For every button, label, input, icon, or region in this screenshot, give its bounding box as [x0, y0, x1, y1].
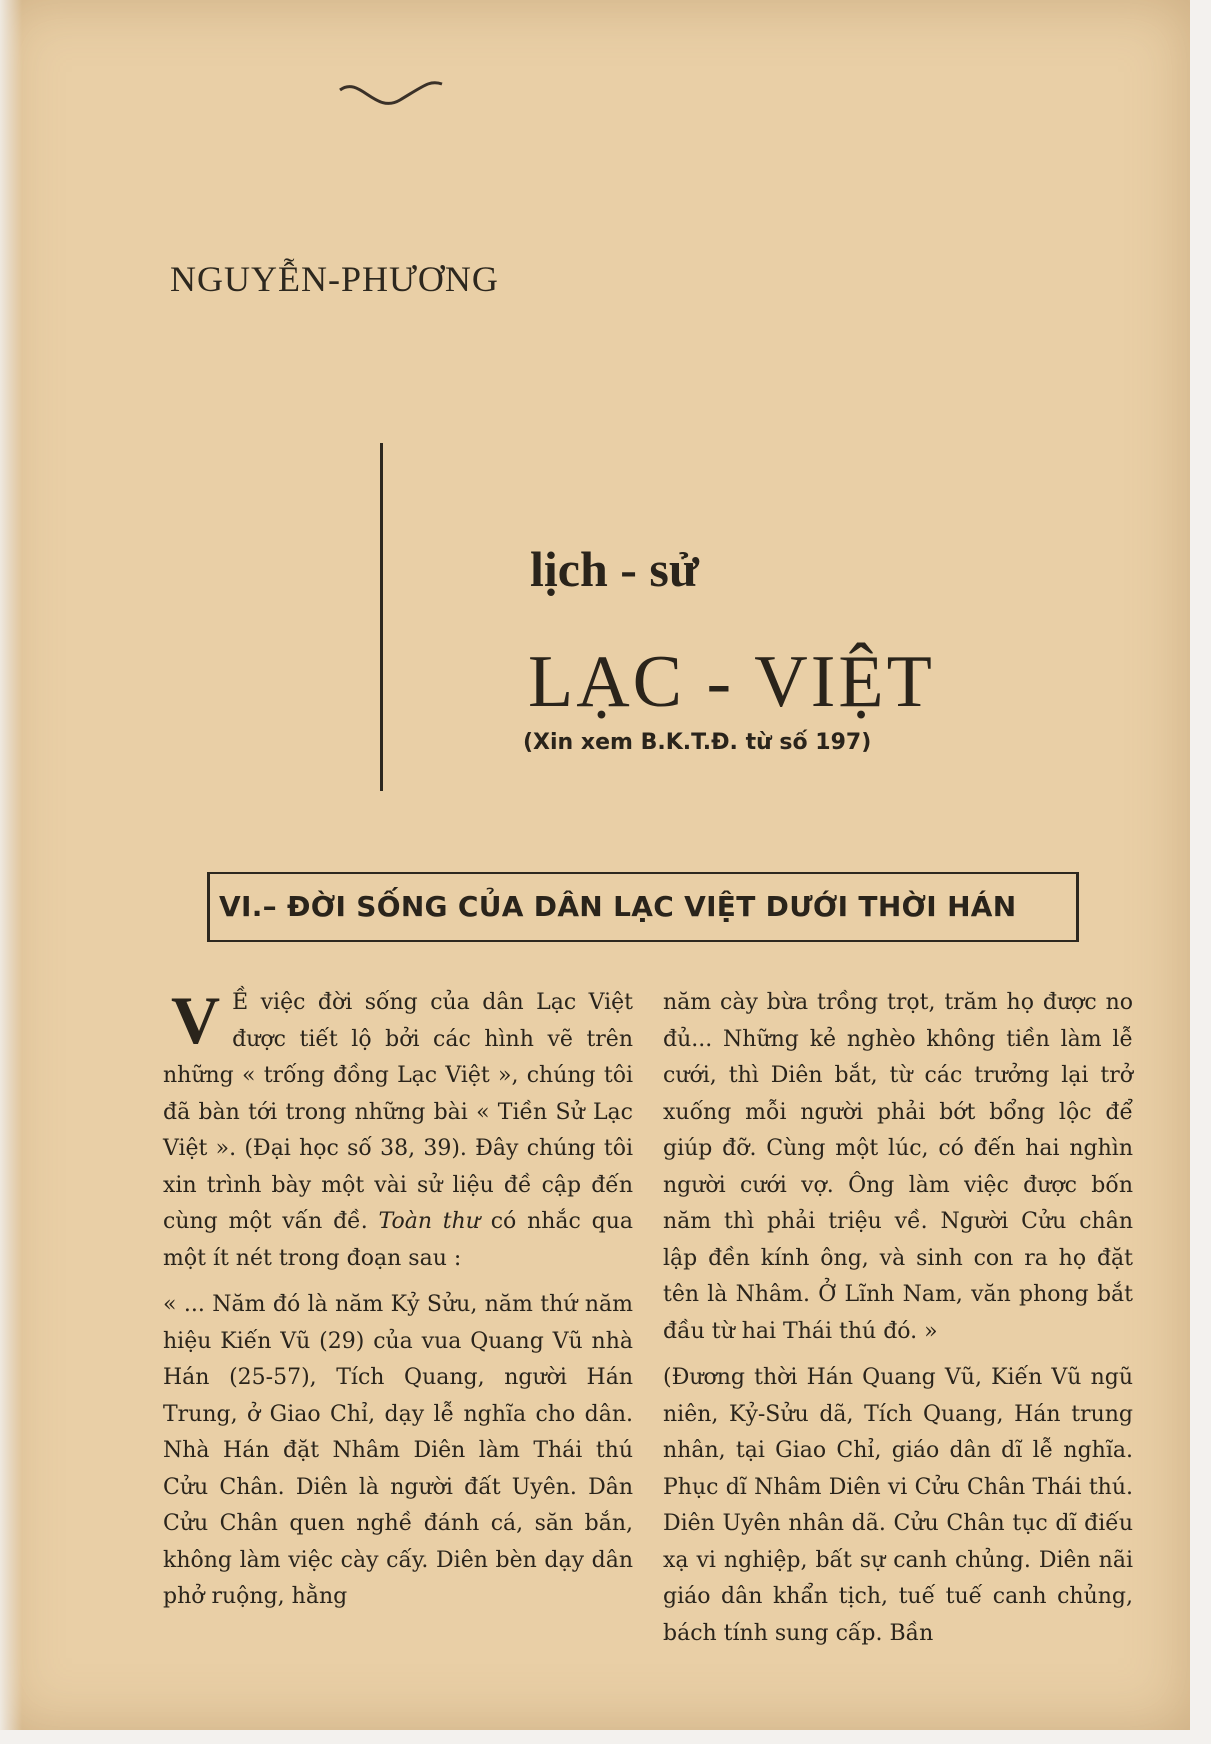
- paragraph-2: « ... Năm đó là năm Kỷ Sửu, năm thứ năm hiệu Kiến Vũ (29) của vua Quang Vũ nhà Hán (25-57), Tích Quang, người Hán Trung, ở Giao Chỉ, dạy lễ nghĩa cho dân. Nhà Hán đặt Nhâm Diên làm Thái thú Cửu Chân. Diên là người đất Uyên. Dân Cửu Chân quen nghề đánh cá, săn bắn, không làm việc cày cấy. Diên bèn dạy dân phở ruộng, hằng: [163, 1292, 633, 1609]
- paragraph-4: (Đương thời Hán Quang Vũ, Kiến Vũ ngũ niên, Kỷ-Sửu dã, Tích Quang, Hán trung nhân, tại Giao Chỉ, giáo dân dĩ lễ nghĩa. Phục dĩ Nhâm Diên vi Cửu Chân Thái thú. Diên Uyên nhân dã. Cửu Chân tục dĩ điếu xạ vi nghiệp, bất sự canh chủng. Diên nãi giáo dân khẩn tịch, tuế tuế canh chủng, bách tính sung cấp. Bần: [663, 1365, 1133, 1646]
- section-heading: VI.– ĐỜI SỐNG CỦA DÂN LẠC VIỆT DƯỚI THỜI HÁN: [219, 890, 1017, 923]
- drop-cap: V: [171, 982, 221, 1058]
- italic-book-title: Toàn thư: [378, 1209, 480, 1234]
- article-title: LẠC - VIỆT: [528, 641, 935, 723]
- reference-note: (Xin xem B.K.T.Đ. từ số 197): [523, 730, 872, 755]
- box-right-border: [1076, 874, 1079, 940]
- box-left-border: [207, 874, 210, 940]
- paragraph-1-text: Ề việc đời sống của dân Lạc Việt được tiết lộ bởi các hình vẽ trên những « trống đồng Lạc Việt », chúng tôi đã bàn tới trong những bài « Tiền Sử Lạc Việt ». (Đại học số 38, 39). Đây chúng tôi xin trình bày một vài sử liệu đề cập đến cùng một vấn đề.: [163, 990, 633, 1234]
- series-title: lịch - sử: [530, 541, 699, 597]
- section-heading-box: [207, 872, 1079, 942]
- tilde-mark-icon: [330, 70, 450, 120]
- author-name: NGUYỄN-PHƯƠNG: [170, 259, 499, 299]
- paragraph-3: năm cày bừa trồng trọt, trăm họ được no đủ... Những kẻ nghèo không tiền làm lễ cưới, thì Diên bắt, từ các trưởng lại trở xuống mỗi người phải bớt bổng lộc để giúp đỡ. Cùng một lúc, có đến hai nghìn người cưới vợ. Ông làm việc được bốn năm thì phải triệu về. Người Cửu chân lập đền kính ông, và sinh con ra họ đặt tên là Nhâm. Ở Lĩnh Nam, văn phong bắt đầu từ hai Thái thú đó. »: [663, 990, 1133, 1344]
- left-column: [163, 982, 633, 1626]
- page-edge: [0, 0, 22, 1730]
- vertical-divider: [380, 443, 383, 791]
- paragraph-1: [163, 982, 633, 1277]
- right-column: [663, 985, 1133, 1662]
- paragraph-1-end: có nhắc qua một ít nét trong đoạn sau :: [163, 1209, 633, 1271]
